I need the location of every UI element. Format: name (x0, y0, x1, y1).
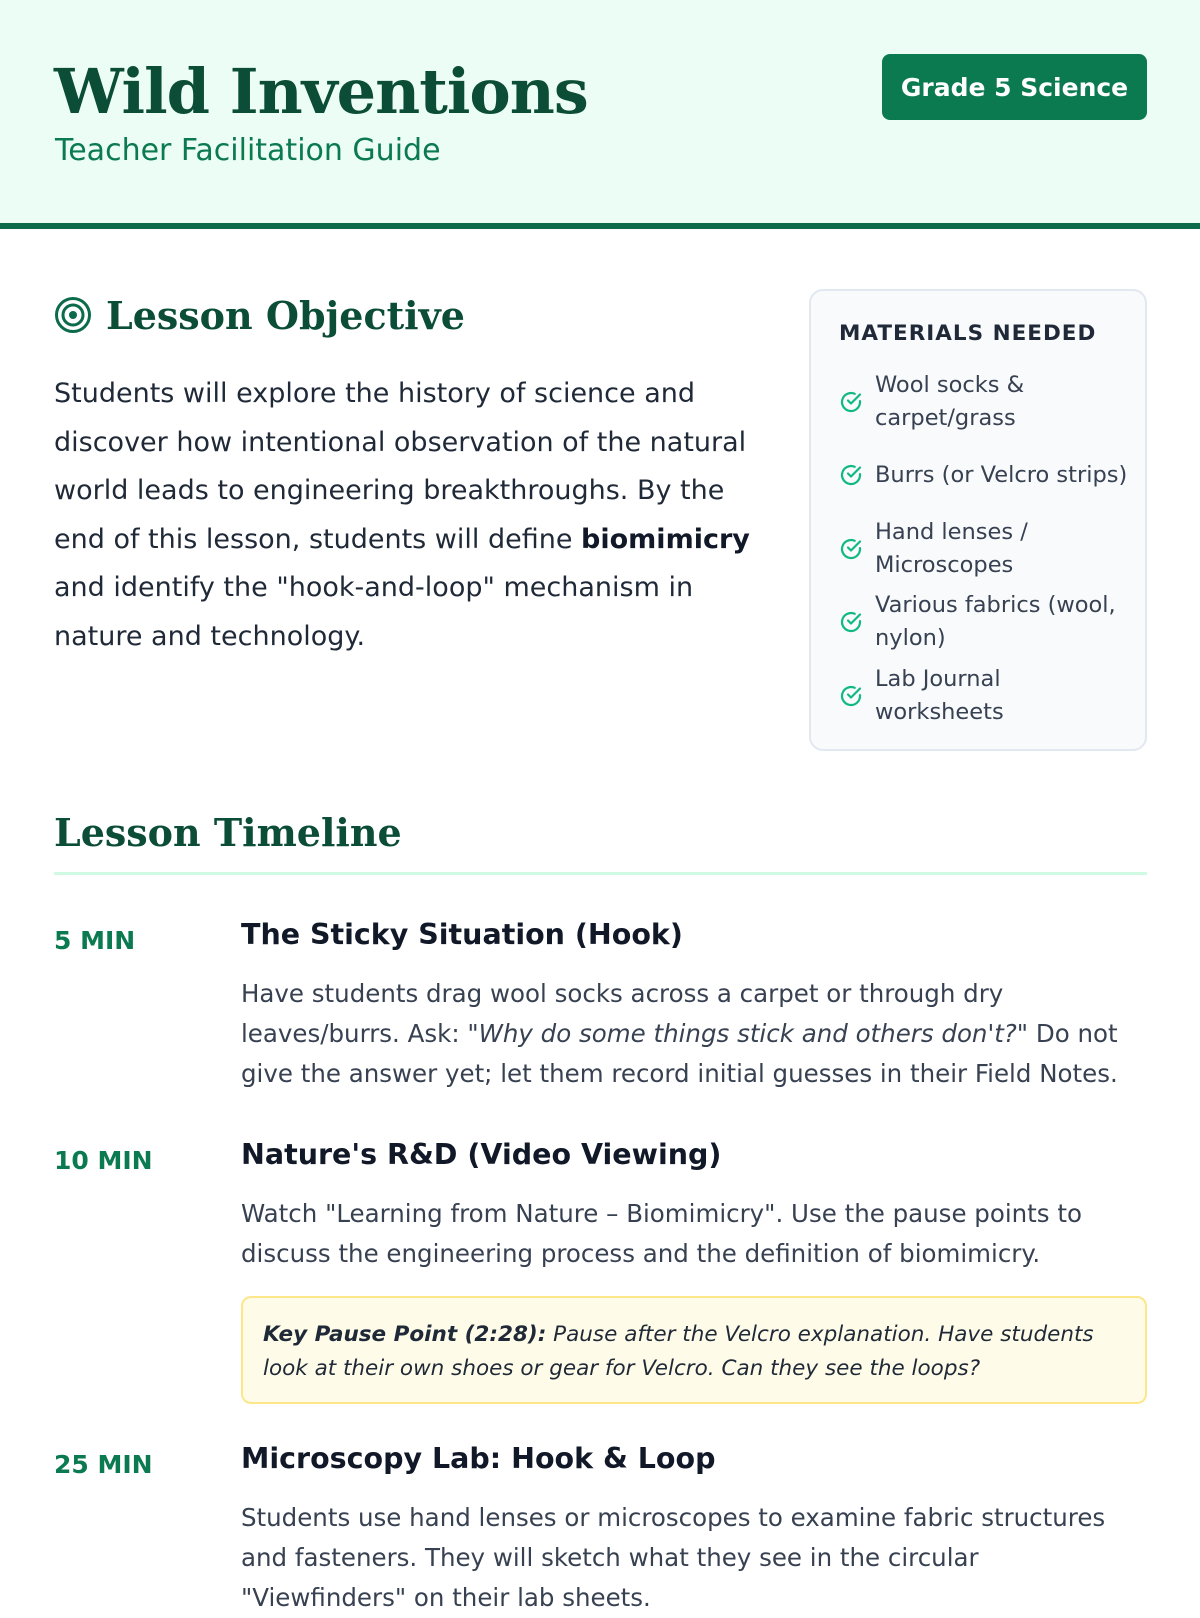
objective-term: biomimicry (581, 523, 750, 555)
step-title: The Sticky Situation (Hook) (241, 918, 683, 951)
timeline-heading: Lesson Timeline (54, 810, 402, 855)
check-circle-icon (839, 610, 863, 634)
page-subtitle: Teacher Facilitation Guide (55, 133, 441, 168)
callout-text: Pause after the Velcro explanation. Have students look at their own shoes or gear for Velcro. Can they see the loops? (263, 1322, 1094, 1381)
material-label: Lab Journal worksheets (875, 665, 1004, 725)
list-item (839, 586, 1129, 660)
objective-text (54, 370, 774, 661)
callout-label: Key Pause Point (2:28): (263, 1322, 547, 1347)
check-circle-icon (839, 463, 863, 487)
material-label: Burrs (or Velcro strips) (875, 461, 1128, 488)
objective-heading: Lesson Objective (106, 292, 465, 338)
timeline-divider (54, 872, 1147, 875)
materials-card (809, 289, 1147, 751)
list-item (839, 365, 1129, 439)
list-item (839, 439, 1129, 513)
check-circle-icon (839, 537, 863, 561)
step-description-start: Have students drag wool socks across a carpet or through dry leaves/burrs. Ask: (241, 979, 1004, 1048)
material-label: Various fabrics (wool, nylon) (875, 592, 1116, 652)
material-label: Wool socks & carpet/grass (875, 371, 1025, 431)
check-circle-icon (839, 684, 863, 708)
step-description (241, 974, 1147, 1094)
step-description: Watch "Learning from Nature – Biomimicry". Use the pause points to discuss the engineering process and the definition of biomimicry. (241, 1199, 1082, 1268)
objective-text-start: Students will explore the history of science and discover how intentional observation of the natural world leads to engineering breakthroughs. By the end of this lesson, students will define (54, 378, 747, 555)
step-title: Nature's R&D (Video Viewing) (241, 1138, 722, 1171)
check-circle-icon (839, 390, 863, 414)
step-duration: 5 MIN (54, 926, 136, 955)
page-header (0, 0, 1200, 229)
material-label: Hand lenses / Microscopes (875, 518, 1028, 578)
step-description-end: Do not give the answer yet; let them record initial guesses in their Field Notes. (241, 1019, 1118, 1088)
materials-list (839, 365, 1129, 733)
materials-heading: MATERIALS NEEDED (839, 321, 1097, 346)
step-duration: 10 MIN (54, 1146, 153, 1175)
step-title: Microscopy Lab: Hook & Loop (241, 1442, 716, 1475)
grade-badge: Grade 5 Science (882, 54, 1147, 120)
step-question: "Why do some things stick and others don't?" (467, 1019, 1029, 1048)
target-icon (54, 296, 92, 334)
objective-heading-row (54, 290, 465, 340)
step-description: Students use hand lenses or microscopes to examine fabric structures and fasteners. They will sketch what they see in the circular "Viewfinders" on their lab sheets. (241, 1503, 1106, 1612)
list-item (839, 512, 1129, 586)
objective-text-end: and identify the "hook-and-loop" mechanism in nature and technology. (54, 572, 694, 652)
list-item (839, 659, 1129, 733)
pause-point-callout (241, 1296, 1147, 1404)
page-title: Wild Inventions (54, 55, 588, 128)
step-duration: 25 MIN (54, 1450, 153, 1479)
